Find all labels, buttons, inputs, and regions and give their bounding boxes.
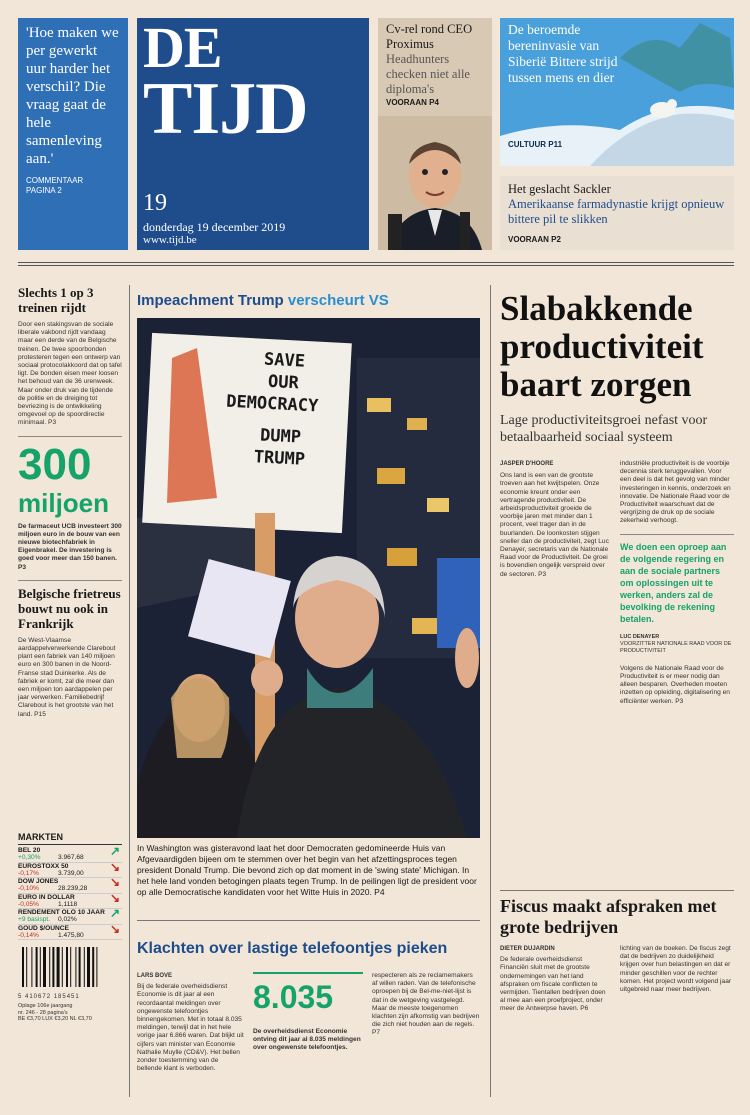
productivity-headline[interactable]: Slabakkende productiviteit baart zorgen	[500, 289, 704, 404]
teaser-proximus[interactable]	[378, 18, 492, 250]
fiscus-col1	[500, 945, 612, 1014]
siberia-head: De beroemde bereninvasie van Siberië Bittere strijd tussen mens en dier	[508, 22, 618, 85]
market-value: 28.239,28	[58, 885, 88, 892]
quote-author: LUC DENAYER	[620, 633, 660, 640]
barcode-bar	[49, 947, 50, 987]
left-column	[18, 285, 122, 719]
market-row[interactable]	[18, 921, 122, 941]
market-change: -0,17%	[18, 869, 39, 877]
barcode-bar	[92, 947, 94, 987]
barcode-image	[18, 945, 122, 989]
fiscus-author: DIETER DUJARDIN	[500, 946, 555, 952]
market-row[interactable]	[18, 875, 122, 894]
fiscus-body: De federale overheidsdienst Financiën sluit met de grootste ondernemingen van het land afspraken om fiscale conflicten te vermijden. Tientallen bedrijven doen al mee aan een proefproject, onder meer de Antwerpse haven. P6	[500, 956, 606, 1013]
column-divider-left	[129, 285, 130, 1097]
column-divider-right	[490, 285, 491, 1097]
sackler-label: VOORAAN P2	[508, 235, 561, 244]
barcode-bar	[66, 947, 68, 987]
barcode-bar	[36, 947, 38, 987]
market-row[interactable]	[18, 859, 122, 879]
productivity-author: JASPER D'HOORE	[500, 461, 554, 467]
logo-tijd: TIJD	[143, 68, 308, 150]
barcode-bar	[22, 947, 24, 987]
arrow-down-icon: ↘	[109, 890, 120, 905]
quote-role: VOORZITTER NATIONALE RAAD VOOR DE PRODUCTIVITEIT	[620, 640, 732, 654]
barcode-bar	[79, 947, 81, 987]
markets-list	[18, 844, 122, 940]
market-name: BEL 20	[18, 847, 41, 854]
teaser-sackler[interactable]	[500, 176, 734, 250]
protest-sign: SAVE OUR DEMOCRACY DUMP TRUMP	[225, 349, 319, 470]
arrow-up-icon: ↗	[109, 844, 120, 858]
klachten-author: LARS BOVE	[137, 973, 173, 979]
klachten-col1	[137, 972, 245, 1073]
barcode-bar	[40, 947, 41, 987]
klachten-highlight	[253, 972, 363, 1053]
productivity-body-c: Volgens de Nationale Raad voor de Productiviteit is er meer nodig dan alleen besparen. Overheden moeten inzetten op opleiding, digitalisering en efficiënter werken. P3	[620, 664, 730, 705]
market-change: +0,30%	[18, 854, 41, 861]
center-divider	[137, 920, 480, 921]
proximus-label: VOORAAN P4	[386, 98, 439, 107]
barcode-bar	[57, 947, 60, 987]
fiscus-headline[interactable]: Fiscus maakt afspraken met grote bedrijven	[500, 896, 717, 937]
photo-caption: In Washington was gisteravond laat het door Democraten gedomineerde Huis van Afgevaardigden bijeen om te stemmen over het begin van het afzettingsproces tegen president Donald Trump. Die bevond zich op dat moment in de 'swing state' Michigan. In het hele land vonden betogingen plaats tegen Trump. In de peilingen ligt de president voor op alle Democratische kandidaten voor het Witte Huis in 2020. P4	[137, 843, 477, 897]
klachten-note: De overheidsdienst Economie ontving dit jaar al 8.035 meldingen over ongewenste telefoontjes.	[253, 1028, 361, 1052]
edition-number: 19	[143, 190, 167, 216]
market-name: EUROSTOXX 50	[18, 862, 69, 870]
productivity-body-a: Ons land is een van de grootste troeven aan het kwijtspelen. Onze economie kreunt onder een vertragende productiviteit. De arbeidsproductiviteit groeide de voorbije jaren met minder dan 1 procent, veel trager dan in de buurlanden. De loonkosten stijgen sneller dan de productiviteit, zegt Luc Denayer, secretaris van de Nationale Raad voor de Productiviteit. De groei is bovendien ongelijk verspreid over de sectoren. P3	[500, 472, 609, 578]
barcode-bar	[84, 947, 85, 987]
market-change: +9 basispt.	[18, 916, 51, 923]
right-divider	[500, 890, 734, 891]
market-change: -0,14%	[18, 931, 39, 939]
market-change: -0,10%	[18, 885, 39, 892]
productivity-sub: Lage productiviteitsgroei nefast voor betaalbaarheid sociaal systeem	[500, 413, 708, 445]
barcode-bar	[62, 947, 63, 987]
barcode-bar	[70, 947, 71, 987]
train-strike-body: Door een stakingsvan de sociale liberale vakbond rijdt vandaag maar een derde van de Belgische treinen. De twee spoorbonden protesteren tegen een ontwerp van sociaal protocolakkoord dat op tafel ligt. De bonden eisen meer loosen het behoud van de 36 urenweek. Maar onder druk van de tijdende de politie en de dreiging tot bevriezing is de ontwikkeling omgevoel op de spoordirectie minimaal. P3	[18, 321, 122, 427]
arrow-down-icon: ↘	[109, 875, 120, 889]
market-name: DOW JONES	[18, 878, 59, 885]
barcode-bar	[52, 947, 54, 987]
market-name: RENDEMENT OLO 10 JAAR	[18, 909, 105, 916]
teaser-siberia[interactable]	[500, 18, 734, 166]
productivity-body-b: industriële productiviteit is de voorbije decennia sterk teruggevallen. Voor een deel is dat het gevolg van minder investeringen in kennis, onderzoek en innovatie. De Nationale Raad voor de Productiviteit waarschuwt dat de vergrijzing de druk op de sociale zekerheid verhoogt.	[620, 460, 731, 525]
market-value: 3.967,68	[58, 854, 84, 861]
klachten-body2: respecteren als ze reclamemakers af willen raden. Van de telefonische oproepen bij de Bel-me-niet-lijst is dat in de wetgeving vastgelegd. Maar de meeste toegenomen klachten zijn afkomstig van bedrijven die zich niet houden aan de regels. P7	[372, 972, 480, 1037]
market-value: 1.475,80	[58, 931, 84, 939]
ceo-portrait-image	[378, 116, 492, 250]
masthead-divider	[18, 262, 734, 266]
impeachment-headline[interactable]: Impeachment Trump verscheurt VS	[137, 292, 389, 309]
fries-headline[interactable]: Belgische frietreus bouwt nu ook in Frankrijk	[18, 585, 121, 631]
arrow-down-icon: ↘	[109, 921, 120, 936]
market-row[interactable]	[18, 906, 122, 925]
arrow-down-icon: ↘	[109, 859, 120, 874]
barcode-text: 5 410672 185451	[18, 994, 80, 1000]
right-column	[500, 290, 734, 446]
masthead-logo[interactable]	[137, 15, 369, 250]
logo-de: DE	[143, 15, 222, 80]
market-value: 3.739,00	[58, 869, 84, 877]
sackler-sub: Amerikaanse farmadynastie krijgt opnieuw bittere pil te slikken	[508, 197, 725, 226]
market-name: EURO IN DOLLAR	[18, 893, 75, 901]
barcode-bar	[87, 947, 90, 987]
barcode-bar	[43, 947, 46, 987]
site-url: www.tijd.be	[143, 234, 197, 246]
market-row[interactable]	[18, 890, 122, 910]
productivity-col1	[500, 460, 612, 579]
barcode-bar	[31, 947, 32, 987]
edition-date: donderdag 19 december 2019	[143, 220, 286, 234]
barcode-bar	[75, 947, 76, 987]
klachten-number: 8.035	[253, 979, 334, 1015]
proximus-sub: Headhunters checken niet alle diploma's	[386, 52, 470, 96]
proximus-head: Cv-rel rond CEO Proximus	[386, 22, 473, 51]
market-row[interactable]	[18, 844, 122, 863]
teaser-commentary[interactable]	[18, 18, 128, 250]
markets-title: MARKTEN	[18, 832, 122, 845]
big-number: 300	[18, 439, 92, 489]
fiscus-body2: lichting van de boeken. De fiscus zegt dat de bedrijven zo duidelijkheid krijgen over hun belastingen en dat er minder geschillen voor de rechter komen. Het project wordt volgend jaar uitgebreid naar meer bedrijven.	[620, 945, 732, 994]
productivity-col2	[620, 460, 734, 706]
klachten-col3	[372, 972, 480, 1038]
fries-body: De West-Vlaamse aardappelverwerkende Clarebout plant een fabriek van 140 miljoen euro en 300 banen in de Noord-Franse stad Duinkerke. Als de fabriek er komt, zal die meer dan een miljoen ton aardappelen per jaar verwerken. Familiebedrijf Clarebout is het grootste van het land. P15	[18, 636, 116, 718]
ucb-body: De farmaceut UCB investeert 300 miljoen euro in de bouw van een nieuwe biotechfabriek in Eigenbrakel. De investering is goed voor meer dan 150 banen. P3	[18, 522, 122, 571]
klachten-headline[interactable]: Klachten over lastige telefoontjes pieken	[137, 940, 448, 957]
markets-footer: Oplage 106e jaargang nr. 246 - 28 pagina's BE €3,70 LUX €3,20 NL €3,70	[18, 1003, 92, 1022]
arrow-up-icon: ↗	[109, 906, 120, 920]
productivity-quote: We doen een oproep aan de volgende regering en aan de sociale partners om oplossingen uit te werken, anders zal de bevolking de rekening betalen.	[620, 541, 727, 624]
siberia-label: CULTUUR P11	[508, 140, 563, 149]
teaser-quote-section: COMMENTAAR PAGINA 2	[26, 176, 84, 195]
barcode-bar	[96, 947, 97, 987]
sackler-head: Het geslacht Sackler	[508, 182, 611, 196]
barcode-bar	[26, 947, 27, 987]
teaser-quote-text: 'Hoe maken we per gewerkt uur harder het verschil? Die vraag gaat de hele samenleving aan.'	[26, 25, 119, 167]
market-change: -0,05%	[18, 900, 39, 908]
protest-photo	[137, 318, 480, 838]
market-value: 0,02%	[58, 916, 77, 923]
big-number-unit: miljoen	[18, 487, 110, 518]
fiscus-col2	[620, 945, 734, 994]
markets-box	[18, 832, 122, 1023]
train-strike-headline[interactable]: Slechts 1 op 3 treinen rijdt	[18, 285, 94, 315]
klachten-body: Bij de federale overheidsdienst Economie is dit jaar al een recordaantal meldingen over ongewenste telefoontjes binnengekomen. Met in totaal 8.035 meldingen, terwijl dat in het hele vorige jaar 6.866 waren. Dat blijkt uit cijfers van minister van Economie Nathalie Muylle (CD&V). Het bellen zonder toestemming van de bellende klant is verboden.	[137, 983, 244, 1073]
market-value: 1,1118	[58, 900, 78, 908]
market-name: GOUD $/OUNCE	[18, 924, 69, 932]
